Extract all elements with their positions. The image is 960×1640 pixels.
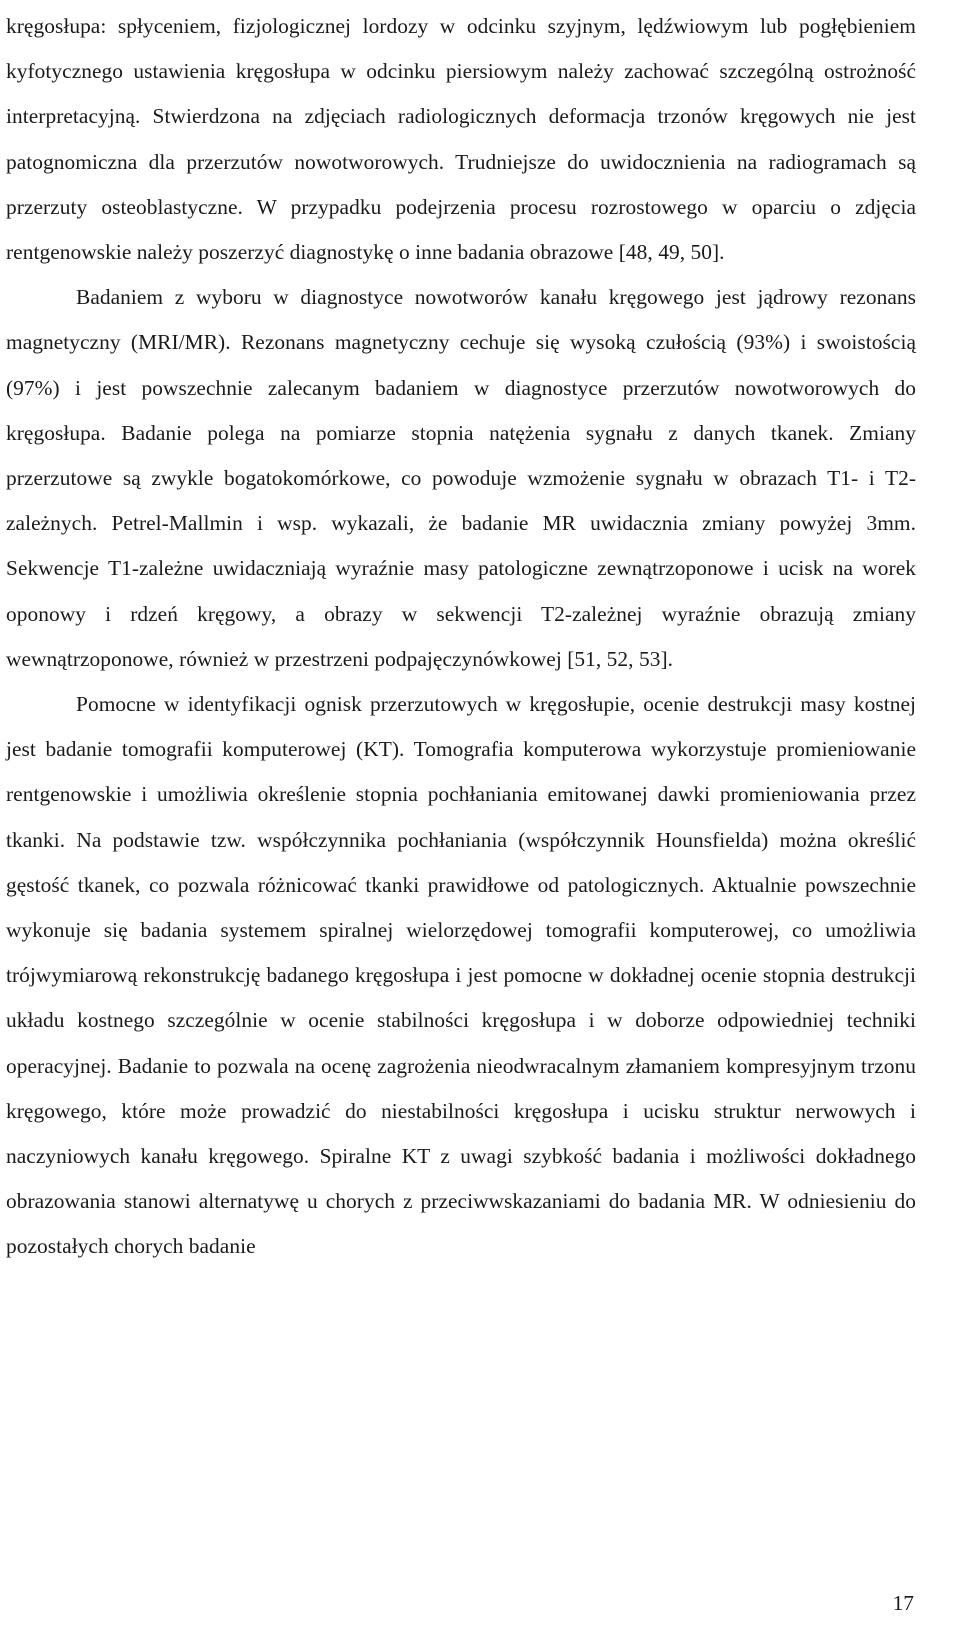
paragraph-3: Pomocne w identyfikacji ognisk przerzutowych w kręgosłupie, ocenie destrukcji masy kostnej jest badanie tomografii komputerowej (KT). Tomografia komputerowa wykorzystuje promieniowanie rentgenowskie i umożliwia określenie stopnia pochłaniania emitowanej dawki promieniowania przez tkanki. Na podstawie tzw. współczynnika pochłaniania (współczynnik Hounsfielda) można określić gęstość tkanek, co pozwala różnicować tkanki prawidłowe od patologicznych. Aktualnie powszechnie wykonuje się badania systemem spiralnej wielorzędowej tomografii komputerowej, co umożliwia trójwymiarową rekonstrukcję badanego kręgosłupa i jest pomocne w dokładnej ocenie stopnia destrukcji układu kostnego szczególnie w ocenie stabilności kręgosłupa i w doborze odpowiedniej techniki operacyjnej. Badanie to pozwala na ocenę zagrożenia nieodwracalnym złamaniem kompresyjnym trzonu kręgowego, które może prowadzić do niestabilności kręgosłupa i ucisku struktur nerwowych i naczyniowych kanału kręgowego. Spiralne KT z uwagi szybkość badania i możliwości dokładnego obrazowania stanowi alternatywę u chorych z przeciwwskazaniami do badania MR. W odniesieniu do pozostałych chorych badanie (6, 692, 916, 1259)
paragraph-1: kręgosłupa: spłyceniem, fizjologicznej lordozy w odcinku szyjnym, lędźwiowym lub pogłębieniem kyfotycznego ustawienia kręgosłupa w odcinku piersiowym należy zachować szczególną ostrożność interpretacyjną. Stwierdzona na zdjęciach radiologicznych deformacja trzonów kręgowych nie jest patognomiczna dla przerzutów nowotworowych. Trudniejsze do uwidocznienia na radiogramach są przerzuty osteoblastyczne. W przypadku podejrzenia procesu rozrostowego w oparciu o zdjęcia rentgenowskie należy poszerzyć diagnostykę o inne badania obrazowe [48, 49, 50]. (6, 14, 916, 265)
body-text (6, 4, 916, 1270)
paragraph-2: Badaniem z wyboru w diagnostyce nowotworów kanału kręgowego jest jądrowy rezonans magnetyczny (MRI/MR). Rezonans magnetyczny cechuje się wysoką czułością (93%) i swoistością (97%) i jest powszechnie zalecanym badaniem w diagnostyce przerzutów nowotworowych do kręgosłupa. Badanie polega na pomiarze stopnia natężenia sygnału z danych tkanek. Zmiany przerzutowe są zwykle bogatokomórkowe, co powoduje wzmożenie sygnału w obrazach T1- i T2-zależnych. Petrel-Mallmin i wsp. wykazali, że badanie MR uwidacznia zmiany powyżej 3mm. Sekwencje T1-zależne uwidaczniają wyraźnie masy patologiczne zewnątrzoponowe i ucisk na worek oponowy i rdzeń kręgowy, a obrazy w sekwencji T2-zależnej wyraźnie obrazują zmiany wewnątrzoponowe, również w przestrzeni podpajęczynówkowej [51, 52, 53]. (6, 285, 916, 671)
page-number: 17 (892, 1591, 914, 1615)
